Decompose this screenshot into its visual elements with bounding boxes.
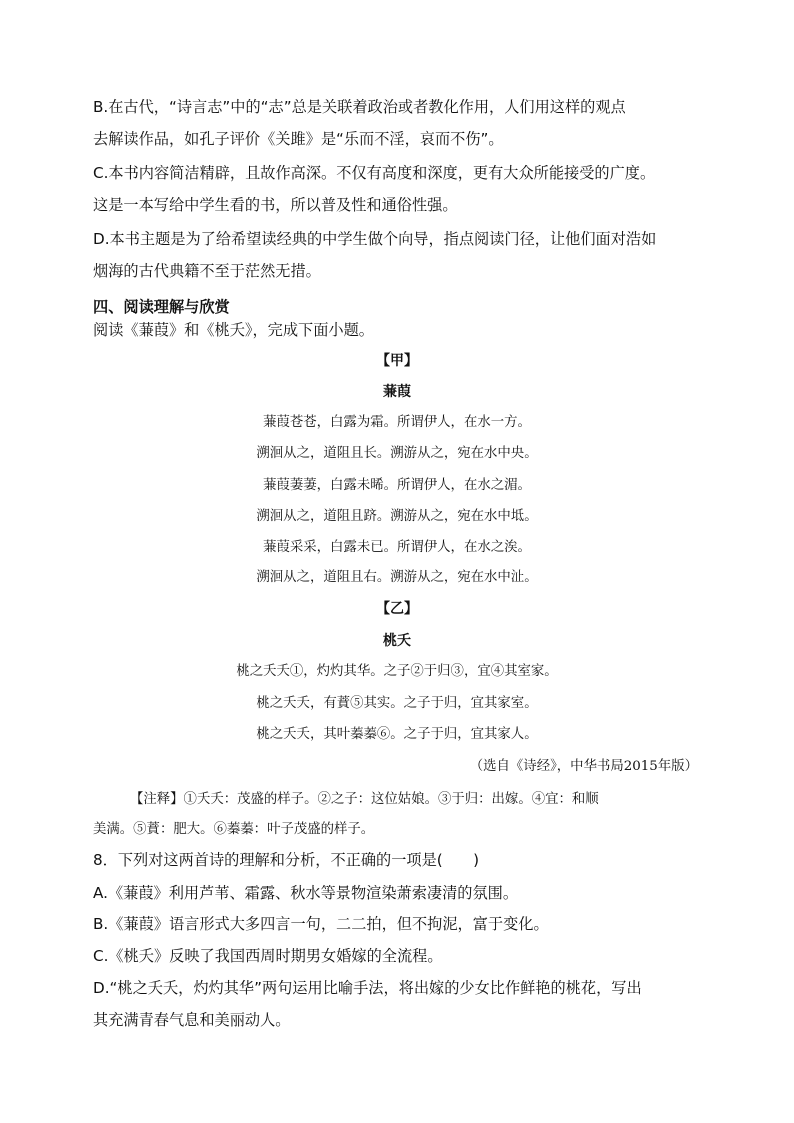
poem-jia-line: 溯洄从之，道阻且右。溯游从之，宛在水中沚。 [256, 570, 538, 585]
poem-yi-line: 桃之夭夭，其叶蓁蓁⑥。之子于归，宜其家人。 [256, 727, 538, 742]
prev-option-c-line1: C.本书内容简洁精辟，且故作高深。不仅有高度和深度，更有大众所能接受的广度。 [93, 164, 656, 182]
poem-jia-line: 蒹葭苍苍，白露为霜。所谓伊人，在水一方。 [263, 415, 531, 430]
poem-source: （选自《诗经》，中华书局2015年版） [469, 759, 698, 774]
section-heading: 四、阅读理解与欣赏 [93, 298, 230, 316]
poem-yi-marker: 【乙】 [376, 601, 418, 617]
poem-jia-line: 蒹葭采采，白露未已。所谓伊人，在水之涘。 [263, 540, 531, 555]
question8-option-a: A.《蒹葭》利用芦苇、霜露、秋水等景物渲染萧索凄清的氛围。 [93, 884, 519, 902]
notes-line1: 【注释】①夭夭：茂盛的样子。②之子：这位姑娘。③于归：出嫁。④宜：和顺 [130, 792, 599, 807]
poem-jia-line: 溯洄从之，道阻且长。溯游从之，宛在水中央。 [256, 446, 538, 461]
poem-jia-title: 蒹葭 [383, 384, 411, 400]
poem-yi-line: 桃之夭夭，有蕡⑤其实。之子于归，宜其家室。 [256, 696, 538, 711]
question8-stem: 8．下列对这两首诗的理解和分析，不正确的一项是( ) [93, 851, 480, 869]
prev-option-d-line2: 烟海的古代典籍不至于茫然无措。 [93, 262, 321, 280]
prev-option-b-line2: 去解读作品，如孔子评价《关雎》是“乐而不淫，哀而不伤”。 [93, 130, 504, 148]
question8-option-b: B.《蒹葭》语言形式大多四言一句，二二拍，但不拘泥，富于变化。 [93, 915, 549, 933]
section-instruction: 阅读《蒹葭》和《桃夭》，完成下面小题。 [93, 321, 374, 339]
prev-option-d-line1: D.本书主题是为了给希望读经典的中学生做个向导，指点阅读门径，让他们面对浩如 [93, 230, 657, 248]
prev-option-c-line2: 这是一本写给中学生看的书，所以普及性和通俗性强。 [93, 196, 458, 214]
poem-yi-title: 桃夭 [383, 633, 411, 649]
poem-jia-line: 溯洄从之，道阻且跻。溯游从之，宛在水中坻。 [256, 509, 538, 524]
question8-option-c: C.《桃夭》反映了我国西周时期男女婚嫁的全流程。 [93, 947, 443, 965]
question8-option-d-line2: 其充满青春气息和美丽动人。 [93, 1011, 291, 1029]
poem-jia-line: 蒹葭萋萋，白露未晞。所谓伊人，在水之湄。 [263, 478, 531, 493]
prev-option-b-line1: B.在古代，“诗言志”中的“志”总是关联着政治或者教化作用，人们用这样的观点 [93, 98, 626, 116]
poem-jia-marker: 【甲】 [376, 353, 418, 369]
poem-yi-line: 桃之夭夭①，灼灼其华。之子②于归③，宜④其室家。 [236, 664, 558, 679]
question8-option-d-line1: D.“桃之夭夭，灼灼其华”两句运用比喻手法，将出嫁的少女比作鲜艳的桃花，写出 [93, 979, 642, 997]
notes-line2: 美满。⑤蕡：肥大。⑥蓁蓁：叶子茂盛的样子。 [93, 822, 375, 837]
